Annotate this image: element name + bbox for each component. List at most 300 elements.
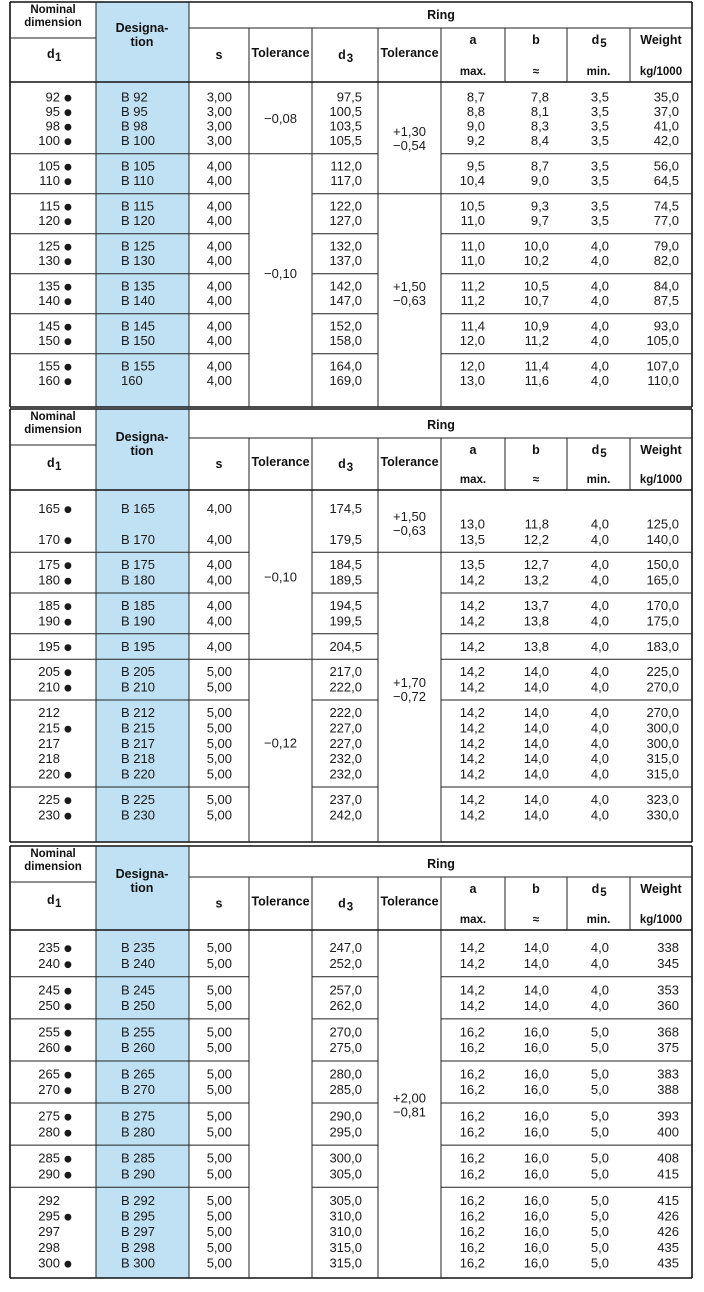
weight-cell: 360 (657, 998, 679, 1014)
preferred-dot-icon: ● (64, 944, 72, 955)
a-cell: 11,2 (460, 293, 485, 309)
designation-cell: B 190 (121, 613, 155, 629)
d5-cell: 4,0 (590, 613, 609, 629)
designation-header-label: tion (130, 444, 154, 458)
d5-header-sub: 5 (600, 38, 607, 50)
d3-cell: 237,0 (329, 792, 362, 808)
a-cell: 14,2 (459, 955, 485, 971)
tolerance-header-label: Tolerance (251, 46, 310, 60)
d5-cell: 5,0 (590, 1208, 609, 1224)
s-cell: 5,00 (206, 705, 232, 721)
d3-cell: 275,0 (329, 1040, 362, 1056)
weight-header-sub: kg/1000 (639, 474, 683, 486)
d5-cell: 4,0 (590, 278, 609, 294)
a-cell: 9,0 (466, 118, 485, 134)
designation-cell: B 92 (121, 89, 148, 105)
d3-cell: 194,5 (329, 598, 362, 614)
nominal-header-label: dimension (24, 861, 82, 873)
d3-cell: 105,5 (329, 133, 362, 149)
d5-min-label: min. (586, 914, 611, 926)
d1-cell: 230 (38, 807, 60, 823)
b-cell: 16,0 (523, 1192, 549, 1208)
preferred-dot-icon: ● (64, 242, 72, 253)
tolerance-cell: −0,10 (264, 265, 297, 281)
designation-cell: B 180 (121, 572, 155, 588)
s-cell: 4,00 (206, 373, 232, 389)
d3-cell: 158,0 (329, 333, 362, 349)
s-cell: 3,00 (206, 103, 232, 119)
s-cell: 5,00 (206, 1124, 232, 1140)
d3-cell: 189,5 (329, 572, 362, 588)
d3-cell: 117,0 (330, 173, 362, 189)
weight-cell: 82,0 (653, 253, 679, 269)
a-cell: 11,0 (460, 253, 485, 269)
d5-cell: 5,0 (590, 1192, 609, 1208)
d1-header-label: d (47, 47, 55, 61)
weight-cell: 87,5 (653, 293, 679, 309)
designation-cell: B 145 (121, 318, 155, 334)
preferred-dot-icon: ● (64, 668, 72, 679)
designation-cell: B 298 (121, 1239, 155, 1255)
a-cell: 9,5 (466, 158, 485, 174)
d5-cell: 4,0 (590, 998, 609, 1014)
preferred-dot-icon: ● (64, 959, 72, 970)
tolerance-cell: +1,30 (393, 124, 426, 140)
d5-cell: 4,0 (590, 792, 609, 808)
designation-cell: B 295 (121, 1208, 155, 1224)
s-cell: 4,00 (206, 253, 232, 269)
weight-cell: 74,5 (653, 198, 679, 214)
d5-cell: 5,0 (590, 1255, 609, 1271)
d1-cell: 297 (38, 1224, 60, 1240)
d3-cell: 257,0 (329, 982, 362, 998)
d5-cell: 5,0 (590, 1024, 609, 1040)
d5-cell: 4,0 (590, 598, 609, 614)
tolerance-cell: −0,54 (393, 138, 426, 154)
designation-cell: B 195 (121, 638, 155, 654)
weight-cell: 79,0 (653, 238, 679, 254)
s-cell: 5,00 (206, 720, 232, 736)
a-cell: 14,2 (459, 940, 485, 956)
tolerance-header-label: Tolerance (380, 46, 439, 60)
s-cell: 4,00 (206, 333, 232, 349)
a-header-sub: max. (459, 914, 487, 926)
b-cell: 8,1 (530, 103, 549, 119)
preferred-dot-icon: ● (64, 257, 72, 268)
a-cell: 16,2 (459, 1108, 485, 1124)
d3-cell: 270,0 (329, 1024, 362, 1040)
a-cell: 14,2 (459, 638, 485, 654)
d5-cell: 4,0 (590, 238, 609, 254)
designation-cell: B 185 (121, 598, 155, 614)
a-cell: 16,2 (459, 1192, 485, 1208)
weight-cell: 300,0 (646, 720, 679, 736)
preferred-dot-icon: ● (64, 1112, 72, 1123)
d1-cell: 290 (38, 1166, 60, 1182)
d3-cell: 152,0 (329, 318, 362, 334)
preferred-dot-icon: ● (64, 137, 72, 148)
b-header-sub: ≈ (532, 474, 540, 486)
d5-cell: 4,0 (590, 318, 609, 334)
d3-cell: 174,5 (329, 501, 362, 517)
b-cell: 14,0 (523, 720, 549, 736)
weight-cell: 330,0 (646, 807, 679, 823)
b-header-label: b (532, 443, 540, 457)
s-cell: 4,00 (206, 501, 232, 517)
d3-cell: 127,0 (329, 213, 362, 229)
ring-header-label: Ring (427, 8, 455, 22)
b-cell: 14,0 (523, 940, 549, 956)
d3-header-sub: 3 (346, 53, 354, 65)
d5-header-label: d (591, 882, 600, 896)
weight-cell: 93,0 (653, 318, 679, 334)
d3-cell: 142,0 (329, 278, 362, 294)
designation-cell: B 255 (121, 1024, 155, 1040)
weight-cell: 56,0 (653, 158, 679, 174)
s-cell: 4,00 (206, 293, 232, 309)
d5-cell: 5,0 (590, 1124, 609, 1140)
d3-cell: 305,0 (329, 1192, 362, 1208)
d5-cell: 4,0 (590, 531, 609, 547)
weight-cell: 315,0 (646, 751, 679, 767)
preferred-dot-icon: ● (64, 724, 72, 735)
weight-cell: 388 (657, 1082, 679, 1098)
s-cell: 4,00 (206, 638, 232, 654)
preferred-dot-icon: ● (64, 986, 72, 997)
s-cell: 5,00 (206, 1066, 232, 1082)
nominal-header-label: Nominal (30, 411, 76, 423)
a-header-label: a (469, 443, 477, 457)
weight-cell: 400 (657, 1124, 679, 1140)
d3-cell: 97,5 (336, 89, 362, 105)
preferred-dot-icon: ● (64, 377, 72, 388)
tolerance-cell: −0,72 (393, 689, 426, 704)
b-cell: 12,2 (523, 531, 549, 547)
designation-cell: B 260 (121, 1040, 155, 1056)
d1-cell: 215 (38, 720, 60, 736)
d1-cell: 140 (38, 293, 60, 309)
d3-cell: 169,0 (329, 373, 362, 389)
b-cell: 8,3 (530, 118, 549, 134)
weight-cell: 165,0 (646, 572, 679, 588)
b-cell: 10,5 (523, 278, 549, 294)
preferred-dot-icon: ● (64, 107, 72, 118)
d1-cell: 105 (38, 158, 60, 174)
tolerance-cell: +1,50 (393, 509, 426, 525)
nominal-header-label: dimension (24, 17, 82, 29)
weight-cell: 183,0 (646, 638, 679, 654)
a-cell: 13,5 (459, 531, 485, 547)
weight-cell: 415 (657, 1166, 679, 1182)
d5-cell: 5,0 (590, 1108, 609, 1124)
b-cell: 11,4 (524, 358, 549, 374)
designation-cell: B 270 (121, 1082, 155, 1098)
b-cell: 13,8 (523, 613, 549, 629)
d1-cell: 292 (38, 1192, 60, 1208)
designation-cell: 160 (121, 373, 143, 389)
d1-header-sub: 1 (55, 898, 62, 910)
s-cell: 5,00 (206, 792, 232, 808)
s-cell: 4,00 (206, 318, 232, 334)
preferred-dot-icon: ● (64, 1259, 72, 1270)
d5-cell: 4,0 (590, 982, 609, 998)
weight-cell: 84,0 (653, 278, 679, 294)
a-cell: 16,2 (459, 1150, 485, 1166)
a-cell: 14,2 (459, 792, 485, 808)
preferred-dot-icon: ● (64, 1028, 72, 1039)
weight-header-label: Weight (640, 33, 682, 47)
d5-cell: 4,0 (590, 516, 609, 532)
tolerance-cell: +1,70 (393, 675, 426, 690)
weight-cell: 323,0 (646, 792, 679, 808)
d3-cell: 184,5 (329, 557, 362, 573)
d1-cell: 98 (45, 118, 60, 134)
b-cell: 14,0 (523, 792, 549, 808)
weight-cell: 175,0 (646, 613, 679, 629)
a-cell: 14,2 (459, 998, 485, 1014)
nominal-header-label: dimension (24, 424, 82, 436)
d1-cell: 195 (38, 638, 60, 654)
preferred-dot-icon: ● (64, 683, 72, 694)
s-cell: 4,00 (206, 572, 232, 588)
s-cell: 3,00 (206, 133, 232, 149)
d3-cell: 310,0 (329, 1224, 362, 1240)
designation-cell: B 300 (121, 1255, 155, 1271)
d1-cell: 110 (39, 173, 60, 189)
d5-cell: 4,0 (590, 253, 609, 269)
d3-cell: 222,0 (329, 705, 362, 721)
d1-cell: 150 (38, 333, 60, 349)
weight-cell: 408 (657, 1150, 679, 1166)
d3-cell: 164,0 (329, 358, 362, 374)
b-cell: 14,0 (523, 807, 549, 823)
s-cell: 5,00 (206, 1239, 232, 1255)
b-cell: 10,2 (523, 253, 549, 269)
d5-cell: 5,0 (590, 1224, 609, 1240)
d3-cell: 252,0 (329, 955, 362, 971)
weight-cell: 170,0 (646, 598, 679, 614)
b-header-label: b (532, 33, 540, 47)
a-cell: 11,0 (460, 213, 485, 229)
d1-header-label: d (47, 456, 55, 470)
b-cell: 14,0 (523, 705, 549, 721)
d5-header-sub: 5 (600, 448, 607, 460)
d5-cell: 4,0 (590, 751, 609, 767)
a-cell: 14,2 (459, 720, 485, 736)
designation-cell: B 245 (121, 982, 155, 998)
b-cell: 10,7 (523, 293, 549, 309)
weight-cell: 368 (657, 1024, 679, 1040)
b-cell: 14,0 (523, 735, 549, 751)
weight-cell: 41,0 (653, 118, 679, 134)
preferred-dot-icon: ● (64, 1170, 72, 1181)
b-cell: 9,3 (530, 198, 549, 214)
a-cell: 16,2 (459, 1208, 485, 1224)
designation-cell: B 290 (121, 1166, 155, 1182)
d5-cell: 4,0 (590, 333, 609, 349)
d1-header-sub: 1 (55, 52, 62, 64)
designation-cell: B 292 (121, 1192, 155, 1208)
d5-cell: 3,5 (590, 213, 609, 229)
d1-cell: 100 (38, 133, 60, 149)
weight-header-sub: kg/1000 (639, 914, 683, 926)
s-cell: 4,00 (206, 531, 232, 547)
d3-cell: 305,0 (329, 1166, 362, 1182)
d3-cell: 242,0 (329, 807, 362, 823)
preferred-dot-icon: ● (64, 1086, 72, 1097)
weight-cell: 107,0 (646, 358, 679, 374)
d1-cell: 275 (38, 1108, 60, 1124)
d3-cell: 280,0 (329, 1066, 362, 1082)
designation-cell: B 205 (121, 664, 155, 680)
designation-cell: B 285 (121, 1150, 155, 1166)
d3-cell: 285,0 (329, 1082, 362, 1098)
d5-cell: 3,5 (590, 173, 609, 189)
tolerance-cell: +2,00 (393, 1090, 426, 1106)
s-cell: 5,00 (206, 955, 232, 971)
designation-cell: B 110 (121, 173, 155, 189)
b-cell: 13,8 (523, 638, 549, 654)
s-cell: 4,00 (206, 613, 232, 629)
d3-cell: 132,0 (329, 238, 362, 254)
weight-header-label: Weight (640, 443, 682, 457)
weight-cell: 426 (657, 1224, 679, 1240)
designation-cell: B 217 (121, 735, 155, 751)
designation-cell: B 170 (121, 531, 155, 547)
d1-cell: 212 (38, 705, 60, 721)
designation-header-label: tion (130, 35, 154, 49)
a-cell: 13,0 (459, 373, 485, 389)
s-cell: 5,00 (206, 1108, 232, 1124)
preferred-dot-icon: ● (64, 1128, 72, 1139)
s-cell: 5,00 (206, 1040, 232, 1056)
a-cell: 16,2 (459, 1255, 485, 1271)
d3-cell: 122,0 (329, 198, 362, 214)
d3-cell: 204,5 (329, 638, 362, 654)
d1-cell: 298 (38, 1239, 60, 1255)
d1-cell: 295 (38, 1208, 60, 1224)
d3-header-sub: 3 (346, 462, 354, 474)
b-cell: 10,0 (523, 238, 549, 254)
b-cell: 16,0 (523, 1255, 549, 1271)
a-cell: 8,7 (466, 89, 485, 105)
d5-cell: 5,0 (590, 1150, 609, 1166)
s-cell: 3,00 (206, 89, 232, 105)
preferred-dot-icon: ● (64, 122, 72, 133)
a-cell: 14,2 (459, 679, 485, 695)
s-cell: 5,00 (206, 1150, 232, 1166)
weight-cell: 338 (657, 940, 679, 956)
tolerance-cell: −0,08 (264, 111, 297, 127)
d3-cell: 112,0 (330, 158, 362, 174)
d1-cell: 218 (38, 751, 60, 767)
a-cell: 14,2 (459, 598, 485, 614)
d1-cell: 255 (38, 1024, 60, 1040)
d3-cell: 315,0 (329, 1239, 362, 1255)
s-cell: 4,00 (206, 173, 232, 189)
d3-header-sub: 3 (346, 901, 354, 914)
d1-cell: 210 (38, 679, 60, 695)
a-cell: 14,2 (459, 735, 485, 751)
b-cell: 14,0 (523, 982, 549, 998)
d3-cell: 137,0 (329, 253, 362, 269)
weight-cell: 393 (657, 1108, 679, 1124)
preferred-dot-icon: ● (64, 362, 72, 373)
preferred-dot-icon: ● (64, 1044, 72, 1055)
d5-cell: 5,0 (590, 1166, 609, 1182)
d5-header-label: d (591, 33, 600, 47)
a-cell: 14,2 (459, 705, 485, 721)
s-cell: 5,00 (206, 940, 232, 956)
designation-cell: B 220 (121, 766, 155, 782)
d5-min-label: min. (586, 66, 611, 78)
b-cell: 16,0 (523, 1040, 549, 1056)
d1-cell: 170 (38, 531, 60, 547)
preferred-dot-icon: ● (64, 505, 72, 516)
b-cell: 16,0 (523, 1166, 549, 1182)
designation-cell: B 235 (121, 940, 155, 956)
d5-cell: 4,0 (590, 358, 609, 374)
weight-cell: 140,0 (646, 531, 679, 547)
d3-cell: 290,0 (329, 1108, 362, 1124)
s-cell: 5,00 (206, 1192, 232, 1208)
b-cell: 13,2 (523, 572, 549, 588)
designation-cell: B 120 (121, 213, 155, 229)
d3-cell: 262,0 (329, 998, 362, 1014)
s-cell: 5,00 (206, 1208, 232, 1224)
b-cell: 7,8 (530, 89, 549, 105)
designation-cell: B 280 (121, 1124, 155, 1140)
d1-cell: 260 (38, 1040, 60, 1056)
s-header-label: s (215, 48, 223, 62)
b-cell: 14,0 (523, 751, 549, 767)
s-cell: 5,00 (206, 751, 232, 767)
tolerance-header-label: Tolerance (251, 455, 310, 469)
d1-cell: 225 (38, 792, 60, 808)
weight-cell: 383 (657, 1066, 679, 1082)
preferred-dot-icon: ● (64, 297, 72, 308)
d1-cell: 155 (38, 358, 60, 374)
d5-cell: 5,0 (590, 1082, 609, 1098)
b-cell: 16,0 (523, 1066, 549, 1082)
d5-cell: 5,0 (590, 1040, 609, 1056)
s-cell: 5,00 (206, 1255, 232, 1271)
weight-header-label: Weight (640, 882, 682, 896)
d5-min-label: min. (586, 474, 611, 486)
preferred-dot-icon: ● (64, 617, 72, 628)
d1-cell: 250 (38, 998, 60, 1014)
d5-cell: 3,5 (590, 118, 609, 134)
a-cell: 9,2 (466, 133, 485, 149)
a-cell: 12,0 (459, 333, 485, 349)
a-header-label: a (469, 882, 477, 896)
s-cell: 5,00 (206, 1024, 232, 1040)
tolerance-cell: −0,10 (264, 569, 297, 585)
weight-cell: 426 (657, 1208, 679, 1224)
d5-cell: 3,5 (590, 198, 609, 214)
d1-cell: 160 (38, 373, 60, 389)
weight-cell: 435 (657, 1239, 679, 1255)
weight-cell: 77,0 (653, 213, 679, 229)
weight-cell: 300,0 (646, 735, 679, 751)
d1-cell: 205 (38, 664, 60, 680)
b-cell: 9,7 (530, 213, 549, 229)
designation-cell: B 105 (121, 158, 155, 174)
d3-cell: 232,0 (329, 766, 362, 782)
d3-cell: 222,0 (329, 679, 362, 695)
s-cell: 4,00 (206, 198, 232, 214)
weight-cell: 35,0 (653, 89, 679, 105)
